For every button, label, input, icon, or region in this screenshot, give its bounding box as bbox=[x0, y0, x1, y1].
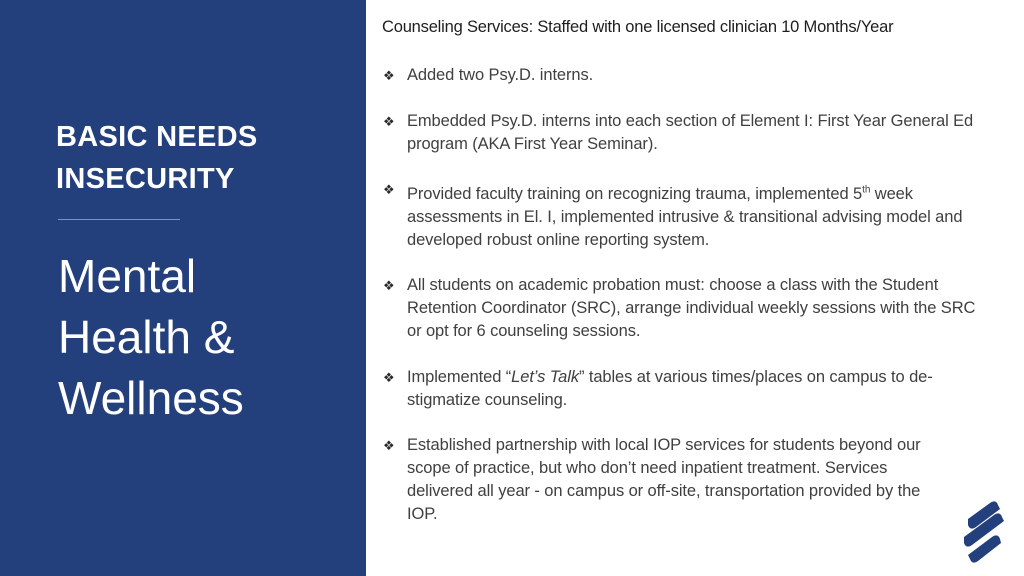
diamond-bullet-icon: ❖ bbox=[383, 68, 395, 83]
bullet-text-part: Provided faculty training on recognizing trauma, implemented 5 bbox=[407, 184, 863, 203]
superscript-th: th bbox=[862, 184, 871, 195]
diamond-bullet-icon: ❖ bbox=[383, 437, 395, 453]
sidebar-panel bbox=[0, 0, 366, 576]
bullet-item bbox=[383, 110, 988, 156]
bullet-text-part: week assessments in El. I, implemented intrusive & transitional advising model and developed robust online reporting system. bbox=[407, 184, 963, 249]
bullet-item bbox=[383, 178, 988, 252]
diamond-bullet-icon: ❖ bbox=[383, 182, 395, 197]
bullet-text bbox=[407, 185, 962, 249]
bullet-text: Added two Psy.D. interns. bbox=[407, 66, 594, 84]
title-line-2: Health & bbox=[58, 311, 235, 363]
bullet-text-part: ” tables at various times/places on campus to de-stigmatize counseling. bbox=[407, 367, 933, 409]
institution-logo bbox=[960, 497, 1006, 565]
bullet-list bbox=[383, 64, 988, 526]
title-line-3: Wellness bbox=[58, 372, 244, 424]
diamond-bullet-icon: ❖ bbox=[383, 114, 395, 129]
sidebar-title bbox=[58, 246, 244, 429]
page-heading: Counseling Services: Staffed with one licensed clinician 10 Months/Year bbox=[382, 18, 894, 36]
emphasis-lets-talk: Let’s Talk bbox=[511, 367, 579, 386]
kicker-line-1: BASIC NEEDS bbox=[56, 121, 258, 153]
diamond-bullet-icon: ❖ bbox=[383, 369, 395, 385]
bullet-text bbox=[407, 368, 933, 409]
bullet-text-part: Implemented “ bbox=[407, 367, 512, 386]
title-line-1: Mental bbox=[58, 250, 197, 302]
bullet-item bbox=[383, 64, 988, 87]
kicker-line-2: INSECURITY bbox=[56, 163, 235, 195]
diamond-bullet-icon: ❖ bbox=[383, 277, 395, 293]
bullet-text: Established partnership with local IOP services for students beyond our scope of practice, but who don’t need inpatient treatment. Services delivered all year - on campus or off-site, transportation provided by the IOP. bbox=[407, 435, 921, 523]
bullet-item bbox=[383, 274, 988, 343]
bullet-item bbox=[383, 434, 988, 526]
bullet-item bbox=[383, 366, 988, 412]
bullet-text: All students on academic probation must: choose a class with the Student Retention Coordinator (SRC), arrange individual weekly sessions with the SRC or opt for 6 counseling sessions. bbox=[407, 275, 976, 340]
bullet-text: Embedded Psy.D. interns into each section of Element I: First Year General Ed program (AKA First Year Seminar). bbox=[407, 112, 974, 153]
divider-rule bbox=[58, 219, 180, 220]
sidebar-kicker bbox=[56, 116, 258, 200]
